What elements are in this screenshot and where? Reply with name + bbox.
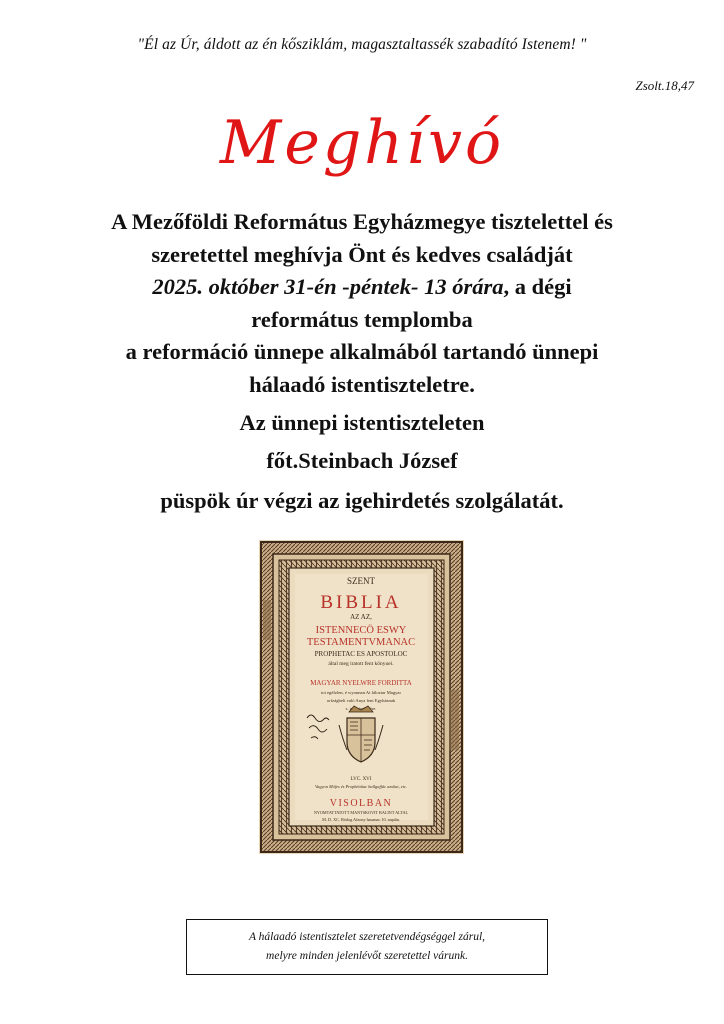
book-biblia: BIBLIA (320, 592, 402, 613)
invitation-text (0, 206, 724, 522)
book-line-3: PROPHETAC ES APOSTOLOC (314, 650, 408, 658)
invitation-line-1: A Mezőföldi Református Egyházmegye tisztelettel és (111, 209, 613, 234)
book-line-1: ISTENNECÖ ESWY (315, 625, 407, 636)
book-szent: SZENT (347, 576, 375, 586)
book-az-az: AZ AZ, (350, 613, 372, 621)
invitation-line-2: szeretettel meghívja Önt és kedves családját (151, 241, 573, 267)
book-line-2: TESTAMENTVMANAC (306, 637, 416, 648)
book-line-6: tot egéfzlen, é wyonnan At fáloztar Magyar (321, 690, 401, 695)
event-place-intro: , a dégi (503, 274, 572, 299)
quote-reference: Zsolt.18,47 (635, 78, 694, 93)
book-year: M. D. XC. Bódog Afzony hauanac 10. napiân. (322, 817, 400, 822)
book-line-7: orfzágbeli való Anya fent Egyháznak (326, 698, 396, 703)
notice-line-1: A hálaadó istentisztelet szeretetvendégséggel zárul, (248, 931, 486, 943)
invitation-line-5: a reformáció ünnepe alkalmából tartandó ünnepi (125, 339, 599, 364)
bible-quote: "Él az Úr, áldott az én kősziklám, magasztaltassék szabadító Istenem! " (137, 36, 587, 53)
invitation-line-6: hálaadó istentiszteletre. (249, 371, 475, 397)
book-printer: NYOMTATTATOTT MANTSKOVIT BALINT ALTAL (313, 810, 409, 815)
book-line-9: LVC. XVI (350, 777, 372, 782)
page-title: Meghívó (219, 108, 505, 178)
event-date: 2025. október 31-én -péntek- 13 órára (152, 274, 504, 299)
book-line-5: MAGYAR NYELWRE FORDITTA (310, 679, 412, 687)
book-line-4: által meg iratott fent könyuei. (328, 661, 394, 667)
invitation-line-3 (0, 271, 724, 304)
closing-notice-box (186, 919, 548, 975)
book-line-10: Vagyon Mófes és Prophétáiac hallgaffác azokat, etc. (314, 784, 408, 789)
invitation-line-4: református templomba (251, 306, 473, 332)
notice-line-2: melyre minden jelenlévőt szeretettel várunk. (266, 950, 468, 962)
bible-title-page-image (259, 540, 464, 854)
book-line-8: s. inac épületére. (345, 706, 377, 711)
invitation-line-8: főt.Steinbach József (266, 448, 458, 473)
book-place: VISOLBAN (329, 798, 393, 809)
invitation-line-9: püspök úr végzi az igehirdetés szolgálatát. (160, 488, 564, 513)
invitation-line-7: Az ünnepi istentiszteleten (239, 410, 485, 435)
